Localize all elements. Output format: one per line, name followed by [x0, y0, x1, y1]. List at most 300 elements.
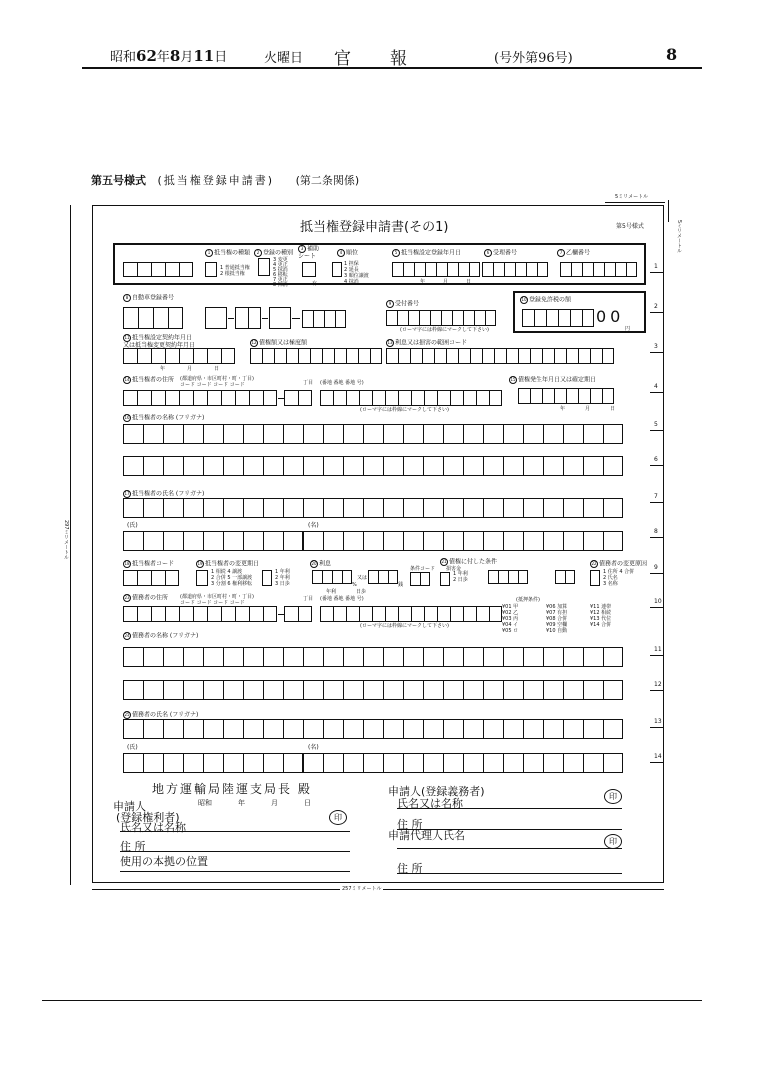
f5-boxes[interactable]	[392, 262, 480, 277]
input-box[interactable]	[363, 531, 383, 551]
input-box[interactable]	[283, 498, 303, 518]
f10-zeros: 00	[596, 307, 625, 326]
input-box[interactable]	[263, 719, 283, 739]
f15-label: 15 債権発生年月日又は確定期日	[510, 376, 597, 384]
f19-box[interactable]	[196, 570, 208, 586]
f20-rate-boxes-2[interactable]	[368, 570, 398, 584]
input-box[interactable]	[423, 424, 443, 444]
input-box[interactable]	[543, 531, 563, 551]
input-box[interactable]	[143, 719, 163, 739]
f25-boxes-1[interactable]	[123, 719, 623, 739]
row-marker-line	[650, 502, 664, 503]
input-box[interactable]	[583, 719, 603, 739]
f14-boxes-a[interactable]	[123, 390, 277, 406]
f19-options: 1 相続 4 譲渡 2 合併 5 一部譲渡 3 分割 6 権利移転	[211, 569, 253, 587]
input-box[interactable]	[203, 456, 223, 476]
input-box[interactable]	[423, 647, 443, 667]
input-box[interactable]	[423, 680, 443, 700]
f6-label: 6 受理番号	[484, 249, 517, 257]
input-box[interactable]	[223, 498, 243, 518]
input-box[interactable]	[603, 531, 623, 551]
input-box[interactable]	[403, 531, 423, 551]
f23-banchi: (番地 番地 番地 号)	[320, 596, 364, 602]
row-marker-number: 6	[654, 456, 658, 463]
input-box[interactable]	[143, 753, 163, 773]
input-box[interactable]	[383, 456, 403, 476]
base-location: 使用の本拠の位置	[120, 855, 208, 868]
f14-boxes-c[interactable]	[320, 390, 502, 406]
f8-boxes-a[interactable]	[123, 307, 183, 329]
input-box[interactable]	[323, 456, 343, 476]
main-title: 抵当権登録申請書(その1)	[300, 220, 449, 235]
seal-a: 印	[329, 810, 347, 825]
input-box[interactable]	[163, 719, 183, 739]
input-box[interactable]	[203, 753, 223, 773]
f20-box[interactable]	[262, 570, 272, 586]
input-box[interactable]	[483, 680, 503, 700]
f3-opt: 有	[312, 281, 318, 287]
input-box[interactable]	[323, 647, 343, 667]
input-box[interactable]	[243, 719, 263, 739]
input-box[interactable]	[323, 680, 343, 700]
input-box[interactable]	[583, 456, 603, 476]
f20-nenri: 年利	[326, 589, 337, 595]
f23-boxes-a[interactable]	[123, 606, 277, 622]
dim-right: 5ミリメートル	[676, 220, 682, 254]
line-addr-a	[120, 851, 350, 852]
input-box[interactable]	[343, 498, 363, 518]
f22-box[interactable]	[590, 570, 600, 586]
input-box[interactable]	[463, 424, 483, 444]
header-issue: (号外第96号)	[494, 51, 573, 66]
input-box[interactable]	[463, 531, 483, 551]
f14-label: 14 抵当権者の住所	[124, 376, 175, 384]
input-box[interactable]	[363, 719, 383, 739]
f20-pct: %	[352, 582, 357, 588]
input-box[interactable]	[363, 424, 383, 444]
input-box[interactable]	[263, 498, 283, 518]
line-name-b	[397, 808, 622, 809]
input-box[interactable]	[463, 680, 483, 700]
input-box[interactable]	[183, 498, 203, 518]
f24-boxes-1[interactable]	[123, 647, 623, 667]
input-box[interactable]	[583, 498, 603, 518]
f24-boxes-2[interactable]	[123, 680, 623, 700]
input-box[interactable]	[243, 753, 263, 773]
input-box[interactable]	[343, 531, 363, 551]
f13-label: 13 利息又は損害の範囲コード	[387, 339, 468, 347]
f21-code-boxes[interactable]	[410, 572, 430, 586]
code-item: ¥02 乙	[502, 610, 519, 616]
f2-label: 2 登録の種別	[254, 249, 293, 257]
f6-boxes[interactable]	[482, 262, 548, 277]
input-box[interactable]	[423, 719, 443, 739]
input-box[interactable]	[503, 719, 523, 739]
input-box[interactable]	[523, 424, 543, 444]
f1-type-box[interactable]	[205, 262, 217, 277]
code-item: ¥04 イ	[502, 622, 519, 628]
input-box[interactable]	[383, 680, 403, 700]
input-box[interactable]	[483, 424, 503, 444]
code-item: ¥13 代位	[590, 616, 612, 622]
f5-label: 5 抵当権設定登録年月日	[392, 249, 461, 257]
input-box[interactable]	[143, 531, 163, 551]
input-box[interactable]	[443, 647, 463, 667]
input-box[interactable]	[463, 753, 483, 773]
f8-box-b[interactable]	[205, 307, 227, 329]
input-box[interactable]	[323, 531, 343, 551]
input-box[interactable]	[563, 424, 583, 444]
input-box[interactable]	[223, 753, 243, 773]
input-box[interactable]	[503, 424, 523, 444]
input-box[interactable]	[523, 753, 543, 773]
input-box[interactable]	[203, 719, 223, 739]
input-box[interactable]	[543, 719, 563, 739]
input-box[interactable]	[203, 531, 223, 551]
input-box[interactable]	[503, 531, 523, 551]
input-box[interactable]	[163, 456, 183, 476]
f25-boxes-mei[interactable]	[303, 753, 623, 773]
input-box[interactable]	[483, 719, 503, 739]
input-box[interactable]	[243, 424, 263, 444]
input-box[interactable]	[583, 680, 603, 700]
f21-box[interactable]	[440, 572, 450, 586]
input-box[interactable]	[603, 647, 623, 667]
input-box[interactable]	[423, 498, 443, 518]
f17-boxes-sei[interactable]	[123, 531, 303, 551]
f1-boxes[interactable]	[123, 262, 193, 277]
input-box[interactable]	[403, 719, 423, 739]
input-box[interactable]	[143, 498, 163, 518]
input-box[interactable]	[423, 753, 443, 773]
input-box[interactable]	[303, 498, 323, 518]
input-box[interactable]	[303, 753, 323, 773]
input-box[interactable]	[463, 456, 483, 476]
input-box[interactable]	[223, 456, 243, 476]
input-box[interactable]	[523, 531, 543, 551]
f25-boxes-sei[interactable]	[123, 753, 303, 773]
f24-label: 24 債務者の名称 (フリガナ)	[124, 632, 199, 640]
f8-boxes-e[interactable]	[302, 310, 346, 328]
code-item: ¥10 自動	[546, 628, 568, 634]
input-box[interactable]	[343, 680, 363, 700]
f5-units: 年 月 日	[420, 279, 472, 285]
input-box[interactable]	[283, 753, 303, 773]
input-box[interactable]	[503, 498, 523, 518]
f2-type-box[interactable]	[258, 258, 270, 276]
input-box[interactable]	[603, 719, 623, 739]
f17-boxes-mei[interactable]	[303, 531, 623, 551]
input-box[interactable]	[263, 753, 283, 773]
input-box[interactable]	[123, 680, 143, 700]
dim-top: 5ミリメートル	[615, 194, 649, 200]
f11-boxes[interactable]	[123, 348, 235, 364]
applicant-b: 申請人(登録義務者)	[388, 785, 485, 798]
dim-left-line	[70, 205, 71, 885]
input-box[interactable]	[523, 456, 543, 476]
input-box[interactable]	[383, 424, 403, 444]
input-box[interactable]	[443, 498, 463, 518]
f12-label: 12 債権額又は極度額	[251, 339, 308, 347]
input-box[interactable]	[223, 680, 243, 700]
input-box[interactable]	[123, 456, 143, 476]
input-box[interactable]	[143, 647, 163, 667]
input-box[interactable]	[403, 456, 423, 476]
input-box[interactable]	[483, 456, 503, 476]
input-box[interactable]	[183, 424, 203, 444]
input-box[interactable]	[383, 719, 403, 739]
addr-b: 住 所	[397, 818, 423, 831]
f7-boxes[interactable]	[560, 262, 637, 277]
input-box[interactable]	[303, 456, 323, 476]
input-box[interactable]	[163, 753, 183, 773]
f23-boxes-b[interactable]	[284, 606, 312, 622]
f15-boxes[interactable]	[518, 388, 614, 404]
input-box[interactable]	[243, 647, 263, 667]
code-item: ¥12 相続	[590, 610, 612, 616]
input-box[interactable]	[443, 680, 463, 700]
role-a: (登録権利者)	[116, 811, 180, 824]
input-box[interactable]	[343, 753, 363, 773]
code-item: ¥07 有担	[546, 610, 568, 616]
input-box[interactable]	[563, 456, 583, 476]
input-box[interactable]	[163, 498, 183, 518]
input-box[interactable]	[263, 456, 283, 476]
input-box[interactable]	[603, 753, 623, 773]
f14-boxes-b[interactable]	[284, 390, 312, 406]
footer-date: 昭和 年 月 日	[198, 799, 311, 807]
input-box[interactable]	[243, 680, 263, 700]
input-box[interactable]	[203, 647, 223, 667]
input-box[interactable]	[423, 456, 443, 476]
input-box[interactable]	[343, 719, 363, 739]
input-box[interactable]	[223, 647, 243, 667]
f12-boxes[interactable]	[250, 348, 382, 364]
input-box[interactable]	[383, 498, 403, 518]
input-box[interactable]	[123, 498, 143, 518]
code-item: ¥06 加算	[546, 604, 568, 610]
input-box[interactable]	[283, 456, 303, 476]
input-box[interactable]	[383, 753, 403, 773]
input-box[interactable]	[543, 680, 563, 700]
input-box[interactable]	[243, 456, 263, 476]
input-box[interactable]	[363, 456, 383, 476]
input-box[interactable]	[383, 531, 403, 551]
form-ref: (第二条関係)	[295, 174, 360, 187]
f21-rate-boxes[interactable]	[488, 570, 528, 584]
f23-boxes-c[interactable]	[320, 606, 502, 622]
header-date	[110, 46, 227, 65]
input-box[interactable]	[303, 680, 323, 700]
input-box[interactable]	[223, 719, 243, 739]
input-box[interactable]	[203, 680, 223, 700]
f16-label: 16 抵当権者の名称 (フリガナ)	[124, 414, 205, 422]
input-box[interactable]	[403, 647, 423, 667]
input-box[interactable]	[303, 424, 323, 444]
input-box[interactable]	[563, 498, 583, 518]
f13-boxes[interactable]	[386, 348, 614, 364]
input-box[interactable]	[183, 680, 203, 700]
input-box[interactable]	[163, 424, 183, 444]
f16-boxes-2[interactable]	[123, 456, 623, 476]
input-box[interactable]	[243, 531, 263, 551]
input-box[interactable]	[143, 456, 163, 476]
input-box[interactable]	[603, 424, 623, 444]
input-box[interactable]	[283, 719, 303, 739]
input-box[interactable]	[563, 647, 583, 667]
input-box[interactable]	[123, 753, 143, 773]
input-box[interactable]	[603, 456, 623, 476]
input-box[interactable]	[603, 680, 623, 700]
input-box[interactable]	[583, 531, 603, 551]
header-weekday: 火曜日	[264, 51, 304, 66]
input-box[interactable]	[163, 647, 183, 667]
input-box[interactable]	[303, 719, 323, 739]
input-box[interactable]	[183, 456, 203, 476]
input-box[interactable]	[563, 531, 583, 551]
row-marker-number: 5	[654, 421, 658, 428]
f14-chome: 丁目	[303, 380, 314, 386]
row-marker-number: 4	[654, 383, 658, 390]
input-box[interactable]	[143, 424, 163, 444]
input-box[interactable]	[303, 647, 323, 667]
input-box[interactable]	[223, 424, 243, 444]
f10-boxes[interactable]	[522, 309, 594, 327]
row-marker-line	[650, 762, 664, 763]
input-box[interactable]	[143, 680, 163, 700]
f18-boxes[interactable]	[123, 570, 179, 586]
input-box[interactable]	[203, 424, 223, 444]
input-box[interactable]	[483, 647, 503, 667]
input-box[interactable]	[323, 753, 343, 773]
input-box[interactable]	[343, 647, 363, 667]
input-box[interactable]	[323, 498, 343, 518]
input-box[interactable]	[123, 647, 143, 667]
f20-rate-boxes[interactable]	[312, 570, 352, 584]
input-box[interactable]	[503, 680, 523, 700]
input-box[interactable]	[283, 531, 303, 551]
input-box[interactable]	[423, 531, 443, 551]
input-box[interactable]	[523, 647, 543, 667]
input-box[interactable]	[283, 680, 303, 700]
f4-box[interactable]	[332, 262, 342, 277]
f17-boxes-1[interactable]	[123, 498, 623, 518]
input-box[interactable]	[583, 753, 603, 773]
input-box[interactable]	[503, 647, 523, 667]
input-box[interactable]	[463, 647, 483, 667]
row-marker-line	[650, 573, 664, 574]
header-title-b: 報	[390, 49, 407, 69]
input-box[interactable]	[303, 531, 323, 551]
input-box[interactable]	[543, 647, 563, 667]
input-box[interactable]	[523, 719, 543, 739]
input-box[interactable]	[543, 424, 563, 444]
input-box[interactable]	[263, 680, 283, 700]
input-box[interactable]	[163, 531, 183, 551]
input-box[interactable]	[503, 456, 523, 476]
f8-box-d[interactable]	[269, 307, 291, 329]
input-box[interactable]	[463, 498, 483, 518]
input-box[interactable]	[483, 531, 503, 551]
input-box[interactable]	[463, 719, 483, 739]
f20-or: 又は	[357, 575, 368, 581]
input-box[interactable]	[323, 719, 343, 739]
f8-boxes-c[interactable]	[235, 307, 261, 329]
header-day: 11	[193, 47, 215, 65]
input-box[interactable]	[263, 531, 283, 551]
input-box[interactable]	[203, 498, 223, 518]
input-box[interactable]	[503, 753, 523, 773]
input-box[interactable]	[283, 647, 303, 667]
input-box[interactable]	[483, 498, 503, 518]
input-box[interactable]	[403, 680, 423, 700]
input-box[interactable]	[583, 647, 603, 667]
input-box[interactable]	[543, 753, 563, 773]
row-marker-line	[650, 690, 664, 691]
input-box[interactable]	[163, 680, 183, 700]
input-box[interactable]	[403, 498, 423, 518]
input-box[interactable]	[523, 680, 543, 700]
input-box[interactable]	[263, 647, 283, 667]
input-box[interactable]	[603, 498, 623, 518]
input-box[interactable]	[183, 531, 203, 551]
input-box[interactable]	[583, 424, 603, 444]
input-box[interactable]	[243, 498, 263, 518]
input-box[interactable]	[263, 424, 283, 444]
code-column	[546, 604, 567, 634]
input-box[interactable]	[123, 719, 143, 739]
f21-rate-boxes-2[interactable]	[555, 570, 575, 584]
input-box[interactable]	[123, 424, 143, 444]
input-box[interactable]	[443, 456, 463, 476]
input-box[interactable]	[403, 753, 423, 773]
input-box[interactable]	[223, 531, 243, 551]
input-box[interactable]	[543, 456, 563, 476]
input-box[interactable]	[443, 531, 463, 551]
input-box[interactable]	[283, 424, 303, 444]
input-box[interactable]	[183, 753, 203, 773]
input-box[interactable]	[363, 680, 383, 700]
input-box[interactable]	[403, 424, 423, 444]
f3-box[interactable]	[302, 262, 316, 277]
input-box[interactable]	[563, 719, 583, 739]
f9-boxes[interactable]	[386, 310, 496, 326]
input-box[interactable]	[383, 647, 403, 667]
input-box[interactable]	[343, 424, 363, 444]
input-box[interactable]	[343, 456, 363, 476]
input-box[interactable]	[363, 647, 383, 667]
f15-units: 年 月 日	[560, 406, 616, 412]
input-box[interactable]	[363, 498, 383, 518]
f1-label: 1 抵当権の種類	[205, 249, 250, 257]
f16-boxes-1[interactable]	[123, 424, 623, 444]
input-box[interactable]	[443, 424, 463, 444]
input-box[interactable]	[563, 753, 583, 773]
input-box[interactable]	[183, 719, 203, 739]
input-box[interactable]	[123, 531, 143, 551]
f25-label: 25 債務者の氏名 (フリガナ)	[124, 711, 199, 719]
input-box[interactable]	[443, 753, 463, 773]
input-box[interactable]	[563, 680, 583, 700]
input-box[interactable]	[523, 498, 543, 518]
input-box[interactable]	[183, 647, 203, 667]
input-box[interactable]	[363, 753, 383, 773]
input-box[interactable]	[443, 719, 463, 739]
input-box[interactable]	[323, 424, 343, 444]
f21-options: 1 年利 2 日歩	[453, 571, 468, 583]
input-box[interactable]	[543, 498, 563, 518]
input-box[interactable]	[483, 753, 503, 773]
